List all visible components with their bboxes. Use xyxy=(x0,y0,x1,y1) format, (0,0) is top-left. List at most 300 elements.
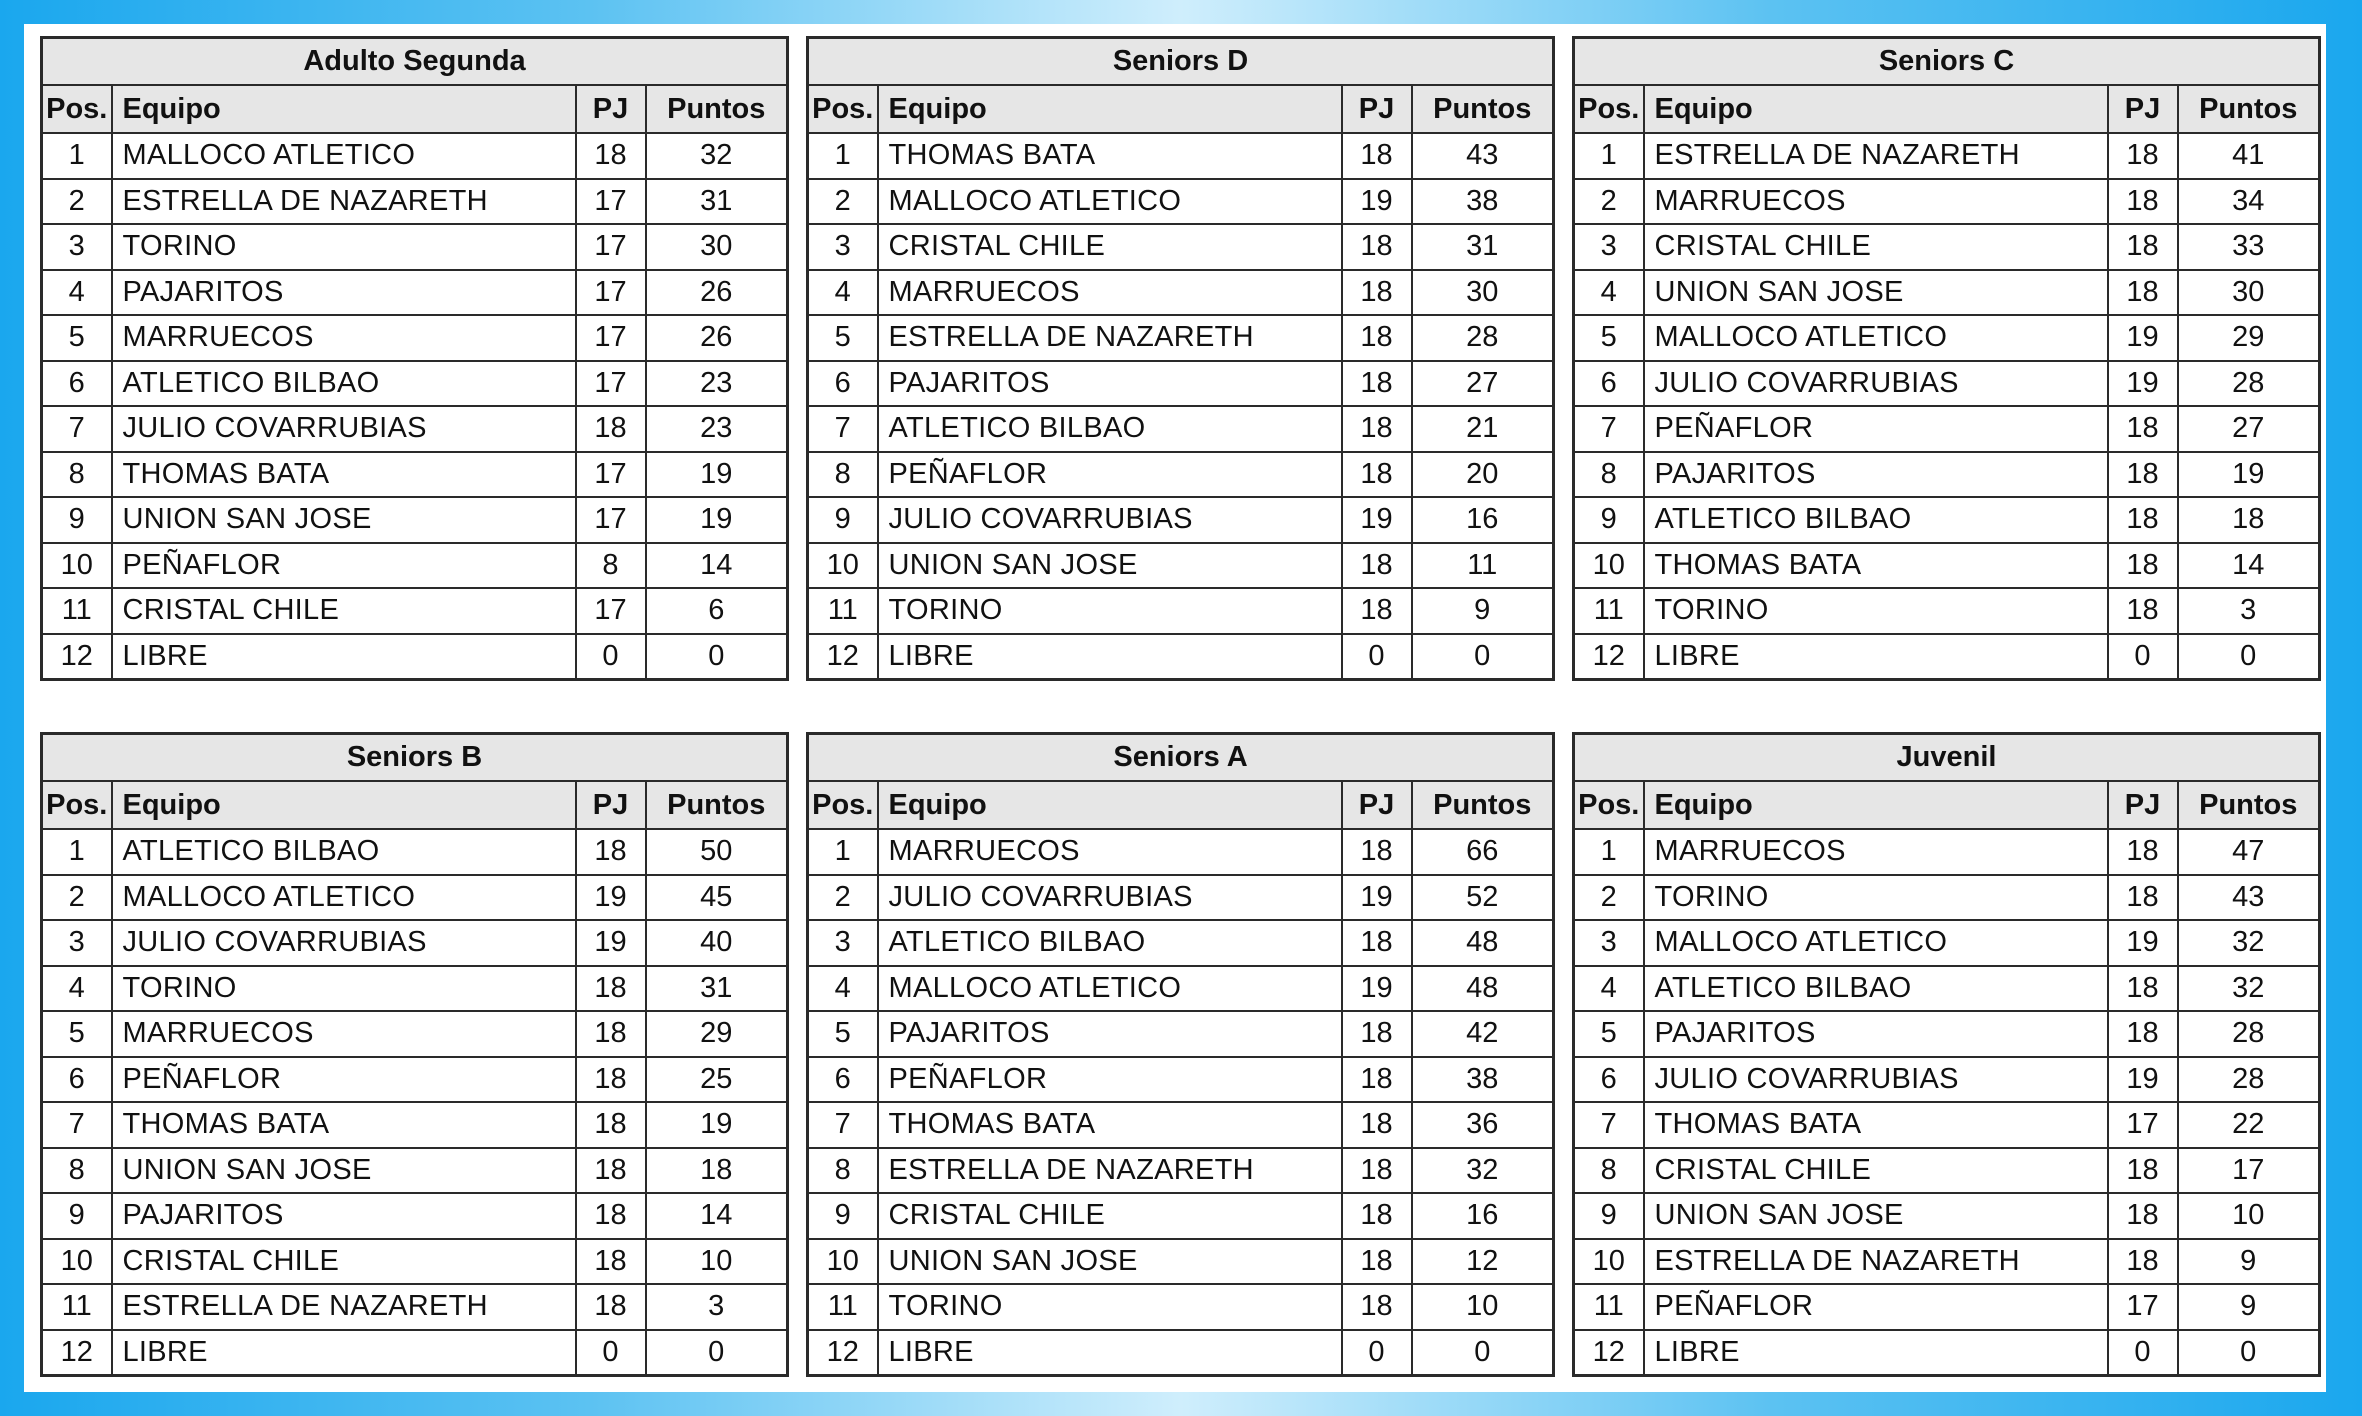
team-name-cell: LIBRE xyxy=(112,1330,576,1376)
table-row xyxy=(1574,1011,2320,1057)
table-row xyxy=(1574,829,2320,875)
team-name-cell: CRISTAL CHILE xyxy=(112,588,576,634)
standings-table xyxy=(40,36,789,681)
points-cell: 26 xyxy=(646,270,788,316)
points-cell: 28 xyxy=(2178,361,2320,407)
team-name-cell: MALLOCO ATLETICO xyxy=(1644,315,2108,361)
table-row xyxy=(808,1102,1554,1148)
standings-panel xyxy=(24,24,2326,1392)
games-played-cell: 18 xyxy=(576,406,646,452)
games-played-cell: 18 xyxy=(1342,133,1412,179)
games-played-cell: 18 xyxy=(1342,452,1412,498)
games-played-cell: 18 xyxy=(576,133,646,179)
table-row xyxy=(1574,875,2320,921)
team-name-cell: TORINO xyxy=(878,1284,1342,1330)
points-cell: 26 xyxy=(646,315,788,361)
position-cell: 8 xyxy=(808,452,878,498)
points-cell: 48 xyxy=(1412,966,1554,1012)
points-cell: 9 xyxy=(2178,1284,2320,1330)
pos-header: Pos. xyxy=(808,85,878,133)
table-row xyxy=(1574,270,2320,316)
team-name-cell: LIBRE xyxy=(878,1330,1342,1376)
games-played-cell: 18 xyxy=(2108,452,2178,498)
position-cell: 9 xyxy=(1574,1193,1644,1239)
points-cell: 0 xyxy=(646,634,788,680)
table-row xyxy=(808,1239,1554,1285)
position-cell: 2 xyxy=(1574,179,1644,225)
position-cell: 11 xyxy=(42,588,112,634)
table-row xyxy=(42,315,788,361)
points-cell: 10 xyxy=(2178,1193,2320,1239)
team-name-cell: MARRUECOS xyxy=(112,315,576,361)
team-name-cell: PEÑAFLOR xyxy=(112,1057,576,1103)
table-title: Seniors B xyxy=(42,734,788,782)
position-cell: 2 xyxy=(808,875,878,921)
table-row xyxy=(808,1284,1554,1330)
team-name-cell: ESTRELLA DE NAZARETH xyxy=(112,1284,576,1330)
team-name-cell: ATLETICO BILBAO xyxy=(878,406,1342,452)
team-name-cell: MARRUECOS xyxy=(878,270,1342,316)
position-cell: 4 xyxy=(1574,270,1644,316)
team-name-cell: MALLOCO ATLETICO xyxy=(112,875,576,921)
points-cell: 3 xyxy=(646,1284,788,1330)
team-name-cell: MALLOCO ATLETICO xyxy=(112,133,576,179)
points-cell: 12 xyxy=(1412,1239,1554,1285)
points-cell: 21 xyxy=(1412,406,1554,452)
table-row xyxy=(1574,1148,2320,1194)
table-row xyxy=(42,875,788,921)
team-name-cell: JULIO COVARRUBIAS xyxy=(112,920,576,966)
position-cell: 10 xyxy=(808,543,878,589)
position-cell: 7 xyxy=(808,1102,878,1148)
games-played-cell: 17 xyxy=(576,497,646,543)
position-cell: 12 xyxy=(42,634,112,680)
table-row xyxy=(808,1057,1554,1103)
games-played-cell: 18 xyxy=(2108,179,2178,225)
team-name-cell: CRISTAL CHILE xyxy=(878,224,1342,270)
table-row xyxy=(808,315,1554,361)
pos-header: Pos. xyxy=(1574,85,1644,133)
games-played-cell: 18 xyxy=(1342,224,1412,270)
games-played-cell: 18 xyxy=(1342,1057,1412,1103)
points-cell: 10 xyxy=(646,1239,788,1285)
position-cell: 8 xyxy=(808,1148,878,1194)
position-cell: 3 xyxy=(42,920,112,966)
position-cell: 1 xyxy=(42,133,112,179)
team-name-cell: PEÑAFLOR xyxy=(1644,406,2108,452)
team-header: Equipo xyxy=(112,781,576,829)
position-cell: 5 xyxy=(808,1011,878,1057)
position-cell: 5 xyxy=(42,315,112,361)
points-header: Puntos xyxy=(646,781,788,829)
pos-header: Pos. xyxy=(42,781,112,829)
position-cell: 5 xyxy=(42,1011,112,1057)
games-played-cell: 18 xyxy=(2108,406,2178,452)
table-title: Adulto Segunda xyxy=(42,38,788,86)
points-cell: 9 xyxy=(2178,1239,2320,1285)
points-cell: 0 xyxy=(646,1330,788,1376)
games-played-cell: 17 xyxy=(2108,1102,2178,1148)
team-name-cell: UNION SAN JOSE xyxy=(1644,1193,2108,1239)
pj-header: PJ xyxy=(576,85,646,133)
team-name-cell: ESTRELLA DE NAZARETH xyxy=(112,179,576,225)
table-row xyxy=(1574,224,2320,270)
table-row xyxy=(42,634,788,680)
team-name-cell: JULIO COVARRUBIAS xyxy=(112,406,576,452)
team-name-cell: PEÑAFLOR xyxy=(878,1057,1342,1103)
table-row xyxy=(42,1284,788,1330)
standings-table xyxy=(40,732,789,1377)
team-name-cell: ATLETICO BILBAO xyxy=(112,361,576,407)
table-row xyxy=(1574,179,2320,225)
position-cell: 6 xyxy=(808,1057,878,1103)
position-cell: 1 xyxy=(1574,829,1644,875)
games-played-cell: 18 xyxy=(1342,361,1412,407)
position-cell: 9 xyxy=(1574,497,1644,543)
games-played-cell: 18 xyxy=(2108,543,2178,589)
table-row xyxy=(808,1330,1554,1376)
games-played-cell: 18 xyxy=(1342,1011,1412,1057)
position-cell: 12 xyxy=(808,1330,878,1376)
points-cell: 14 xyxy=(646,543,788,589)
team-header: Equipo xyxy=(1644,781,2108,829)
points-cell: 28 xyxy=(2178,1057,2320,1103)
points-cell: 50 xyxy=(646,829,788,875)
points-cell: 27 xyxy=(1412,361,1554,407)
table-row xyxy=(808,224,1554,270)
position-cell: 12 xyxy=(42,1330,112,1376)
pj-header: PJ xyxy=(576,781,646,829)
games-played-cell: 18 xyxy=(576,1102,646,1148)
points-cell: 43 xyxy=(1412,133,1554,179)
games-played-cell: 18 xyxy=(2108,270,2178,316)
games-played-cell: 19 xyxy=(1342,179,1412,225)
position-cell: 8 xyxy=(42,1148,112,1194)
team-name-cell: ATLETICO BILBAO xyxy=(112,829,576,875)
table-row xyxy=(42,497,788,543)
pos-header: Pos. xyxy=(42,85,112,133)
games-played-cell: 19 xyxy=(1342,497,1412,543)
points-cell: 0 xyxy=(1412,634,1554,680)
table-row xyxy=(42,1102,788,1148)
points-cell: 3 xyxy=(2178,588,2320,634)
games-played-cell: 18 xyxy=(1342,406,1412,452)
games-played-cell: 18 xyxy=(2108,1011,2178,1057)
points-cell: 18 xyxy=(2178,497,2320,543)
table-row xyxy=(42,829,788,875)
table-row xyxy=(42,966,788,1012)
team-name-cell: ESTRELLA DE NAZARETH xyxy=(878,315,1342,361)
table-title: Juvenil xyxy=(1574,734,2320,782)
points-cell: 38 xyxy=(1412,1057,1554,1103)
games-played-cell: 17 xyxy=(576,315,646,361)
points-cell: 14 xyxy=(2178,543,2320,589)
table-row xyxy=(1574,1330,2320,1376)
points-cell: 29 xyxy=(646,1011,788,1057)
points-cell: 30 xyxy=(2178,270,2320,316)
team-name-cell: MARRUECOS xyxy=(112,1011,576,1057)
position-cell: 11 xyxy=(1574,1284,1644,1330)
games-played-cell: 17 xyxy=(576,270,646,316)
points-cell: 30 xyxy=(1412,270,1554,316)
team-name-cell: CRISTAL CHILE xyxy=(1644,224,2108,270)
team-name-cell: ESTRELLA DE NAZARETH xyxy=(878,1148,1342,1194)
points-header: Puntos xyxy=(646,85,788,133)
team-name-cell: THOMAS BATA xyxy=(112,452,576,498)
points-header: Puntos xyxy=(1412,781,1554,829)
team-name-cell: CRISTAL CHILE xyxy=(1644,1148,2108,1194)
team-name-cell: UNION SAN JOSE xyxy=(112,497,576,543)
games-played-cell: 19 xyxy=(1342,875,1412,921)
team-name-cell: MARRUECOS xyxy=(878,829,1342,875)
position-cell: 8 xyxy=(42,452,112,498)
team-name-cell: THOMAS BATA xyxy=(878,133,1342,179)
points-cell: 32 xyxy=(646,133,788,179)
table-title: Seniors A xyxy=(808,734,1554,782)
games-played-cell: 18 xyxy=(1342,588,1412,634)
games-played-cell: 18 xyxy=(576,1057,646,1103)
points-cell: 28 xyxy=(1412,315,1554,361)
position-cell: 5 xyxy=(1574,1011,1644,1057)
table-row xyxy=(42,1330,788,1376)
games-played-cell: 18 xyxy=(1342,1284,1412,1330)
team-name-cell: ATLETICO BILBAO xyxy=(1644,497,2108,543)
table-row xyxy=(42,1011,788,1057)
points-cell: 19 xyxy=(2178,452,2320,498)
position-cell: 3 xyxy=(42,224,112,270)
games-played-cell: 18 xyxy=(1342,315,1412,361)
team-name-cell: JULIO COVARRUBIAS xyxy=(1644,1057,2108,1103)
pos-header: Pos. xyxy=(808,781,878,829)
games-played-cell: 19 xyxy=(576,875,646,921)
team-name-cell: ATLETICO BILBAO xyxy=(1644,966,2108,1012)
table-row xyxy=(808,361,1554,407)
table-title: Seniors C xyxy=(1574,38,2320,86)
points-cell: 32 xyxy=(2178,920,2320,966)
position-cell: 9 xyxy=(42,497,112,543)
points-cell: 38 xyxy=(1412,179,1554,225)
table-row xyxy=(1574,1057,2320,1103)
team-name-cell: LIBRE xyxy=(1644,634,2108,680)
team-name-cell: MALLOCO ATLETICO xyxy=(878,966,1342,1012)
team-name-cell: LIBRE xyxy=(1644,1330,2108,1376)
position-cell: 11 xyxy=(1574,588,1644,634)
points-cell: 19 xyxy=(646,1102,788,1148)
points-cell: 17 xyxy=(2178,1148,2320,1194)
table-row xyxy=(808,875,1554,921)
position-cell: 1 xyxy=(42,829,112,875)
team-name-cell: PEÑAFLOR xyxy=(878,452,1342,498)
table-row xyxy=(42,588,788,634)
table-row xyxy=(1574,588,2320,634)
points-cell: 31 xyxy=(646,966,788,1012)
team-name-cell: MARRUECOS xyxy=(1644,179,2108,225)
points-cell: 18 xyxy=(646,1148,788,1194)
position-cell: 6 xyxy=(1574,1057,1644,1103)
position-cell: 12 xyxy=(1574,1330,1644,1376)
table-row xyxy=(42,920,788,966)
team-name-cell: ESTRELLA DE NAZARETH xyxy=(1644,1239,2108,1285)
points-cell: 45 xyxy=(646,875,788,921)
points-cell: 0 xyxy=(2178,634,2320,680)
position-cell: 9 xyxy=(42,1193,112,1239)
points-cell: 19 xyxy=(646,497,788,543)
position-cell: 7 xyxy=(1574,406,1644,452)
games-played-cell: 18 xyxy=(1342,270,1412,316)
games-played-cell: 18 xyxy=(2108,1193,2178,1239)
position-cell: 11 xyxy=(808,588,878,634)
games-played-cell: 18 xyxy=(2108,497,2178,543)
games-played-cell: 17 xyxy=(576,361,646,407)
table-row xyxy=(808,406,1554,452)
games-played-cell: 18 xyxy=(576,1284,646,1330)
pj-header: PJ xyxy=(2108,781,2178,829)
points-cell: 34 xyxy=(2178,179,2320,225)
table-row xyxy=(808,634,1554,680)
table-row xyxy=(808,452,1554,498)
table-row xyxy=(808,133,1554,179)
points-cell: 25 xyxy=(646,1057,788,1103)
games-played-cell: 18 xyxy=(1342,920,1412,966)
position-cell: 12 xyxy=(808,634,878,680)
points-cell: 0 xyxy=(1412,1330,1554,1376)
table-row xyxy=(1574,966,2320,1012)
games-played-cell: 18 xyxy=(2108,966,2178,1012)
pj-header: PJ xyxy=(2108,85,2178,133)
team-name-cell: PEÑAFLOR xyxy=(1644,1284,2108,1330)
games-played-cell: 18 xyxy=(1342,543,1412,589)
team-name-cell: UNION SAN JOSE xyxy=(878,1239,1342,1285)
table-row xyxy=(808,1148,1554,1194)
team-name-cell: CRISTAL CHILE xyxy=(878,1193,1342,1239)
table-row xyxy=(808,829,1554,875)
games-played-cell: 0 xyxy=(2108,1330,2178,1376)
team-name-cell: MALLOCO ATLETICO xyxy=(1644,920,2108,966)
points-cell: 0 xyxy=(2178,1330,2320,1376)
position-cell: 10 xyxy=(42,543,112,589)
table-row xyxy=(808,543,1554,589)
table-title: Seniors D xyxy=(808,38,1554,86)
games-played-cell: 19 xyxy=(576,920,646,966)
team-name-cell: TORINO xyxy=(1644,588,2108,634)
table-row xyxy=(1574,315,2320,361)
team-name-cell: TORINO xyxy=(1644,875,2108,921)
points-cell: 40 xyxy=(646,920,788,966)
position-cell: 10 xyxy=(808,1239,878,1285)
table-row xyxy=(42,361,788,407)
games-played-cell: 17 xyxy=(2108,1284,2178,1330)
table-row xyxy=(42,224,788,270)
games-played-cell: 18 xyxy=(576,1011,646,1057)
team-name-cell: JULIO COVARRUBIAS xyxy=(1644,361,2108,407)
table-row xyxy=(1574,1102,2320,1148)
points-cell: 43 xyxy=(2178,875,2320,921)
position-cell: 4 xyxy=(1574,966,1644,1012)
points-cell: 16 xyxy=(1412,1193,1554,1239)
points-cell: 28 xyxy=(2178,1011,2320,1057)
points-cell: 42 xyxy=(1412,1011,1554,1057)
position-cell: 3 xyxy=(808,224,878,270)
position-cell: 1 xyxy=(1574,133,1644,179)
team-name-cell: THOMAS BATA xyxy=(1644,543,2108,589)
games-played-cell: 19 xyxy=(2108,361,2178,407)
team-header: Equipo xyxy=(112,85,576,133)
games-played-cell: 18 xyxy=(1342,1193,1412,1239)
points-cell: 30 xyxy=(646,224,788,270)
games-played-cell: 17 xyxy=(576,588,646,634)
table-row xyxy=(808,497,1554,543)
table-row xyxy=(808,270,1554,316)
points-cell: 47 xyxy=(2178,829,2320,875)
position-cell: 3 xyxy=(808,920,878,966)
position-cell: 8 xyxy=(1574,452,1644,498)
points-header: Puntos xyxy=(1412,85,1554,133)
points-cell: 23 xyxy=(646,361,788,407)
points-cell: 36 xyxy=(1412,1102,1554,1148)
team-name-cell: PAJARITOS xyxy=(1644,1011,2108,1057)
points-cell: 19 xyxy=(646,452,788,498)
position-cell: 3 xyxy=(1574,224,1644,270)
points-cell: 31 xyxy=(1412,224,1554,270)
team-name-cell: PAJARITOS xyxy=(112,1193,576,1239)
position-cell: 6 xyxy=(808,361,878,407)
table-row xyxy=(808,966,1554,1012)
points-cell: 16 xyxy=(1412,497,1554,543)
table-row xyxy=(42,1193,788,1239)
points-header: Puntos xyxy=(2178,781,2320,829)
team-name-cell: PEÑAFLOR xyxy=(112,543,576,589)
team-name-cell: JULIO COVARRUBIAS xyxy=(878,497,1342,543)
team-name-cell: LIBRE xyxy=(878,634,1342,680)
table-row xyxy=(1574,1284,2320,1330)
games-played-cell: 0 xyxy=(1342,634,1412,680)
position-cell: 6 xyxy=(42,361,112,407)
games-played-cell: 18 xyxy=(1342,829,1412,875)
position-cell: 11 xyxy=(42,1284,112,1330)
position-cell: 5 xyxy=(1574,315,1644,361)
team-name-cell: PAJARITOS xyxy=(878,361,1342,407)
table-row xyxy=(1574,133,2320,179)
games-played-cell: 19 xyxy=(2108,920,2178,966)
table-row xyxy=(1574,920,2320,966)
team-name-cell: JULIO COVARRUBIAS xyxy=(878,875,1342,921)
points-cell: 33 xyxy=(2178,224,2320,270)
games-played-cell: 18 xyxy=(576,966,646,1012)
points-cell: 9 xyxy=(1412,588,1554,634)
games-played-cell: 18 xyxy=(576,1193,646,1239)
team-name-cell: MARRUECOS xyxy=(1644,829,2108,875)
position-cell: 3 xyxy=(1574,920,1644,966)
position-cell: 2 xyxy=(808,179,878,225)
table-row xyxy=(42,452,788,498)
points-cell: 6 xyxy=(646,588,788,634)
table-row xyxy=(42,1057,788,1103)
points-cell: 11 xyxy=(1412,543,1554,589)
pj-header: PJ xyxy=(1342,781,1412,829)
team-name-cell: TORINO xyxy=(112,966,576,1012)
games-played-cell: 18 xyxy=(2108,875,2178,921)
games-played-cell: 18 xyxy=(2108,829,2178,875)
position-cell: 9 xyxy=(808,1193,878,1239)
table-row xyxy=(42,1239,788,1285)
games-played-cell: 17 xyxy=(576,224,646,270)
games-played-cell: 19 xyxy=(1342,966,1412,1012)
standings-table xyxy=(1572,732,2321,1377)
points-cell: 32 xyxy=(1412,1148,1554,1194)
position-cell: 2 xyxy=(1574,875,1644,921)
games-played-cell: 18 xyxy=(576,1148,646,1194)
team-name-cell: CRISTAL CHILE xyxy=(112,1239,576,1285)
